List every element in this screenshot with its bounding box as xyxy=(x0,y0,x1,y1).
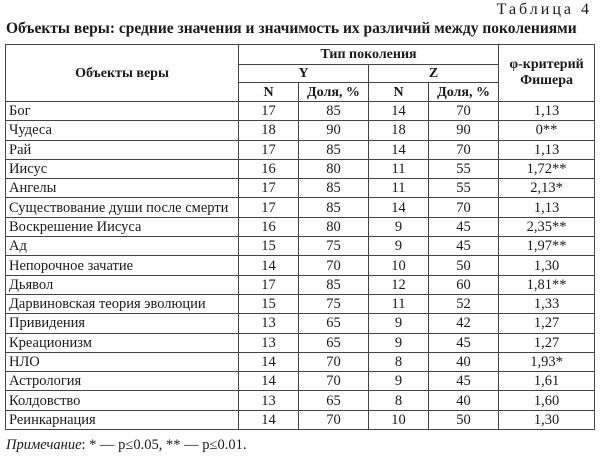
cell-z-share: 45 xyxy=(429,333,499,352)
cell-y-n: 14 xyxy=(239,352,299,371)
cell-y-n: 13 xyxy=(239,391,299,410)
header-fisher: φ-критерий Фишера xyxy=(499,45,595,102)
cell-y-share: 85 xyxy=(299,102,369,121)
cell-object-name: НЛО xyxy=(6,352,239,371)
cell-z-n: 8 xyxy=(369,352,429,371)
cell-z-n: 9 xyxy=(369,217,429,236)
cell-z-share: 50 xyxy=(429,410,499,429)
cell-fisher: 1,30 xyxy=(499,256,595,275)
cell-y-share: 65 xyxy=(299,314,369,333)
table-row xyxy=(6,410,595,429)
cell-y-n: 18 xyxy=(239,121,299,140)
cell-y-share: 75 xyxy=(299,237,369,256)
cell-object-name: Чудеса xyxy=(6,121,239,140)
cell-object-name: Ад xyxy=(6,237,239,256)
cell-fisher: 1,97** xyxy=(499,237,595,256)
cell-z-n: 12 xyxy=(369,275,429,294)
cell-z-share: 45 xyxy=(429,372,499,391)
header-gen-z: Z xyxy=(369,65,499,83)
cell-fisher: 0** xyxy=(499,121,595,140)
cell-z-share: 70 xyxy=(429,102,499,121)
cell-z-share: 45 xyxy=(429,217,499,236)
cell-y-n: 15 xyxy=(239,237,299,256)
beliefs-table xyxy=(5,44,595,430)
cell-fisher: 1,81** xyxy=(499,275,595,294)
cell-z-share: 70 xyxy=(429,198,499,217)
cell-object-name: Воскрешение Иисуса xyxy=(6,217,239,236)
cell-z-share: 40 xyxy=(429,391,499,410)
table-caption: Объекты веры: средние значения и значимость их различий между поколениями xyxy=(6,20,577,37)
cell-y-n: 17 xyxy=(239,198,299,217)
table-note xyxy=(6,437,246,454)
cell-z-n: 10 xyxy=(369,410,429,429)
cell-z-n: 14 xyxy=(369,102,429,121)
note-label: Примечание xyxy=(6,437,82,453)
cell-fisher: 1,33 xyxy=(499,294,595,313)
cell-y-share: 75 xyxy=(299,294,369,313)
cell-fisher: 2,13* xyxy=(499,179,595,198)
header-gen-y: Y xyxy=(239,65,369,83)
cell-z-share: 60 xyxy=(429,275,499,294)
cell-z-share: 40 xyxy=(429,352,499,371)
note-text: : * — p≤0.05, ** — p≤0.01. xyxy=(81,437,247,453)
table-row xyxy=(6,294,595,313)
cell-object-name: Реинкарнация xyxy=(6,410,239,429)
cell-y-n: 17 xyxy=(239,140,299,159)
cell-y-share: 85 xyxy=(299,198,369,217)
cell-y-share: 65 xyxy=(299,333,369,352)
cell-object-name: Иисус xyxy=(6,159,239,178)
cell-fisher: 2,35** xyxy=(499,217,595,236)
table-row xyxy=(6,198,595,217)
cell-z-n: 18 xyxy=(369,121,429,140)
header-y-n: N xyxy=(239,83,299,102)
table-row xyxy=(6,237,595,256)
table-row xyxy=(6,102,595,121)
cell-y-share: 80 xyxy=(299,217,369,236)
cell-fisher: 1,93* xyxy=(499,352,595,371)
header-generation-type: Тип поколения xyxy=(239,45,499,65)
cell-object-name: Дарвиновская теория эволюции xyxy=(6,294,239,313)
cell-y-n: 17 xyxy=(239,102,299,121)
table-row xyxy=(6,372,595,391)
table-number: Таблица 4 xyxy=(496,1,592,18)
cell-z-share: 55 xyxy=(429,159,499,178)
cell-z-n: 9 xyxy=(369,372,429,391)
cell-fisher: 1,13 xyxy=(499,140,595,159)
table-row xyxy=(6,159,595,178)
cell-y-share: 70 xyxy=(299,410,369,429)
cell-y-n: 13 xyxy=(239,333,299,352)
cell-fisher: 1,72** xyxy=(499,159,595,178)
cell-y-share: 70 xyxy=(299,372,369,391)
cell-z-share: 50 xyxy=(429,256,499,275)
cell-object-name: Бог xyxy=(6,102,239,121)
table-body xyxy=(6,102,595,430)
table-row xyxy=(6,352,595,371)
cell-y-n: 14 xyxy=(239,256,299,275)
table-row xyxy=(6,391,595,410)
table-row xyxy=(6,140,595,159)
cell-fisher: 1,27 xyxy=(499,314,595,333)
cell-fisher: 1,13 xyxy=(499,198,595,217)
cell-z-n: 8 xyxy=(369,391,429,410)
cell-y-n: 13 xyxy=(239,314,299,333)
cell-object-name: Рай xyxy=(6,140,239,159)
cell-object-name: Астрология xyxy=(6,372,239,391)
cell-z-n: 11 xyxy=(369,294,429,313)
cell-fisher: 1,60 xyxy=(499,391,595,410)
cell-z-share: 90 xyxy=(429,121,499,140)
header-z-share: Доля, % xyxy=(429,83,499,102)
cell-object-name: Колдовство xyxy=(6,391,239,410)
cell-y-n: 14 xyxy=(239,410,299,429)
table-row xyxy=(6,179,595,198)
cell-y-share: 85 xyxy=(299,140,369,159)
cell-y-share: 85 xyxy=(299,179,369,198)
cell-object-name: Существование души после смерти xyxy=(6,198,239,217)
cell-z-share: 52 xyxy=(429,294,499,313)
cell-y-share: 90 xyxy=(299,121,369,140)
cell-y-share: 85 xyxy=(299,275,369,294)
cell-object-name: Креационизм xyxy=(6,333,239,352)
cell-fisher: 1,27 xyxy=(499,333,595,352)
cell-object-name: Привидения xyxy=(6,314,239,333)
cell-y-n: 14 xyxy=(239,372,299,391)
cell-y-n: 16 xyxy=(239,217,299,236)
cell-z-n: 14 xyxy=(369,198,429,217)
cell-z-share: 42 xyxy=(429,314,499,333)
cell-y-n: 15 xyxy=(239,294,299,313)
cell-y-share: 80 xyxy=(299,159,369,178)
cell-y-n: 17 xyxy=(239,179,299,198)
cell-z-share: 70 xyxy=(429,140,499,159)
table-header xyxy=(6,45,595,102)
cell-y-n: 17 xyxy=(239,275,299,294)
header-objects: Объекты веры xyxy=(6,45,239,102)
cell-z-share: 55 xyxy=(429,179,499,198)
cell-object-name: Дьявол xyxy=(6,275,239,294)
table-row xyxy=(6,275,595,294)
cell-z-n: 10 xyxy=(369,256,429,275)
cell-z-n: 9 xyxy=(369,333,429,352)
header-z-n: N xyxy=(369,83,429,102)
cell-y-share: 70 xyxy=(299,256,369,275)
table-row xyxy=(6,121,595,140)
cell-object-name: Ангелы xyxy=(6,179,239,198)
cell-y-n: 16 xyxy=(239,159,299,178)
cell-y-share: 65 xyxy=(299,391,369,410)
table-row xyxy=(6,314,595,333)
cell-z-n: 11 xyxy=(369,179,429,198)
cell-y-share: 70 xyxy=(299,352,369,371)
table-row xyxy=(6,217,595,236)
table-row xyxy=(6,256,595,275)
cell-object-name: Непорочное зачатие xyxy=(6,256,239,275)
table-row xyxy=(6,333,595,352)
header-y-share: Доля, % xyxy=(299,83,369,102)
cell-z-n: 9 xyxy=(369,237,429,256)
cell-fisher: 1,61 xyxy=(499,372,595,391)
cell-fisher: 1,30 xyxy=(499,410,595,429)
cell-z-share: 45 xyxy=(429,237,499,256)
cell-z-n: 14 xyxy=(369,140,429,159)
cell-fisher: 1,13 xyxy=(499,102,595,121)
cell-z-n: 11 xyxy=(369,159,429,178)
cell-z-n: 9 xyxy=(369,314,429,333)
